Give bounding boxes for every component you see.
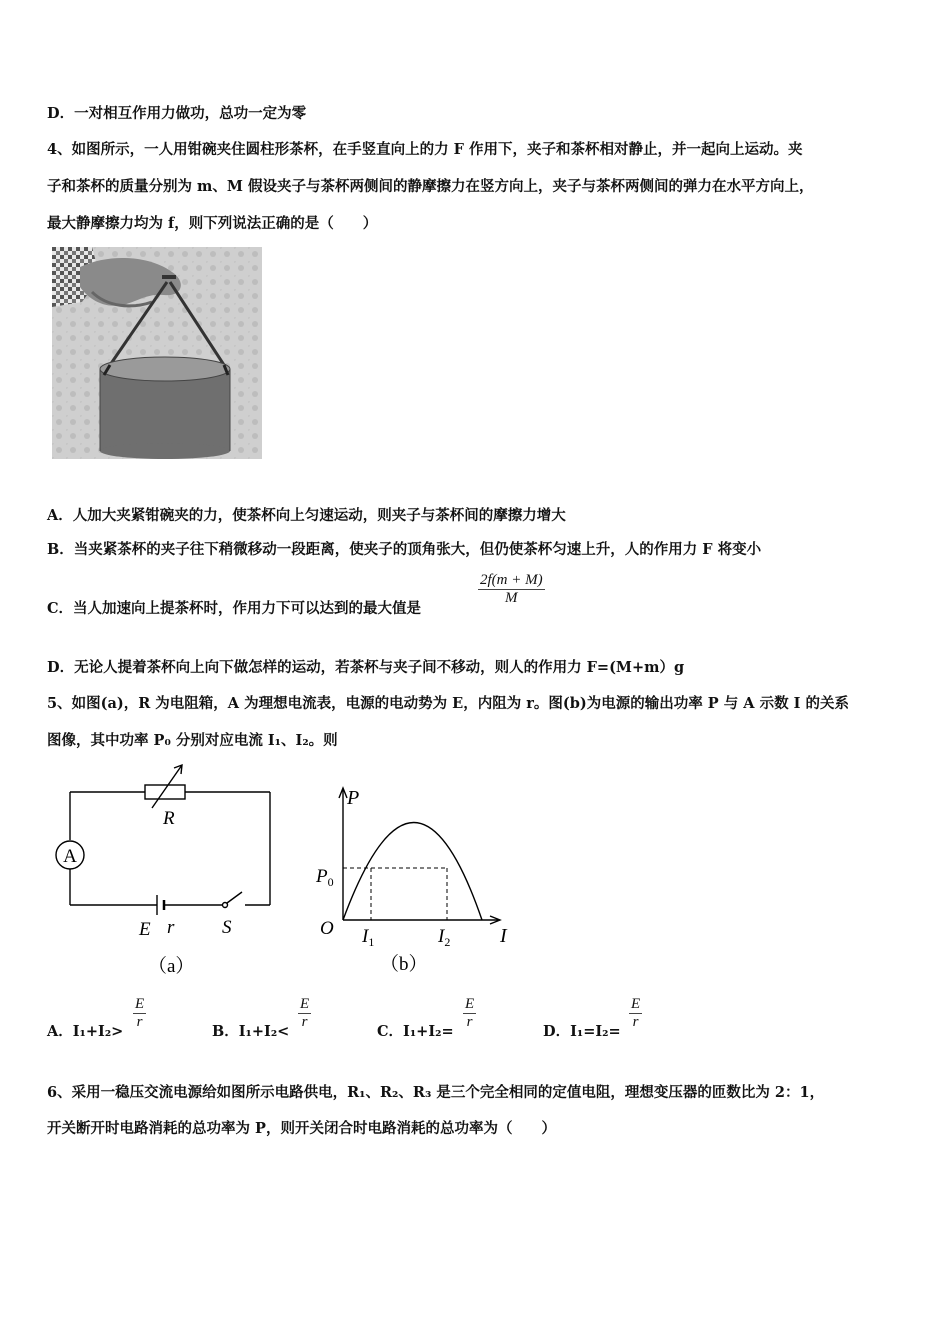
q4-stem-line3: 最大静摩擦力均为 f，则下列说法正确的是（ ） xyxy=(47,215,378,232)
q4-option-d: D．无论人提着茶杯向上向下做怎样的运动，若茶杯与夹子间不移动，则人的作用力 F=(M+m）g xyxy=(47,659,685,676)
axis-i-label: I xyxy=(500,925,507,947)
p0-label: $P_0$ xyxy=(316,866,334,889)
q3-option-d: D．一对相互作用力做功，总功一定为零 xyxy=(47,105,307,122)
q4-option-b: B．当夹紧茶杯的夹子往下稍微移动一段距离，使夹子的顶角张大，但仍使茶杯匀速上升，人的作用力 F 将变小 xyxy=(47,541,762,558)
fraction-denominator: r xyxy=(136,1014,143,1030)
fraction-denominator: M xyxy=(505,590,518,606)
axis-p-label: P xyxy=(347,787,360,809)
q5-option-b: B．I₁+I₂< xyxy=(212,1023,290,1040)
circuit-diagram-a xyxy=(50,760,290,980)
resistor-label: R xyxy=(163,808,175,829)
origin-label: O xyxy=(320,918,334,939)
i1-label: $I_1$ xyxy=(362,926,375,949)
teacup-clamp-photo xyxy=(52,247,262,459)
q5-option-c-fraction xyxy=(463,996,476,1031)
switch-label: S xyxy=(222,917,232,938)
figure-b-caption: （b） xyxy=(380,954,428,975)
fraction-numerator: E xyxy=(300,996,310,1012)
q6-stem-line1: 6、采用一稳压交流电源给如图所示电路供电，R₁、R₂、R₃ 是三个完全相同的定值电阻，理想变压器的匝数比为 2：1， xyxy=(47,1084,825,1101)
fraction-denominator: r xyxy=(466,1014,473,1030)
power-current-graph-b xyxy=(310,780,520,980)
q4-option-c-fraction xyxy=(478,572,545,607)
q5-option-b-fraction xyxy=(298,996,311,1031)
q5-stem-line2: 图像，其中功率 P₀ 分别对应电流 I₁、I₂。则 xyxy=(47,732,338,749)
q5-stem-line1: 5、如图(a)，R 为电阻箱，A 为理想电流表，电源的电动势为 E，内阻为 r。图(b)为电源的输出功率 P 与 A 示数 I 的关系 xyxy=(47,695,849,712)
fraction-denominator: r xyxy=(632,1014,639,1030)
q4-stem-line1: 4、如图所示，一人用钳碗夹住圆柱形茶杯，在手竖直向上的力 F 作用下，夹子和茶杯相对静止，并一起向上运动。夹 xyxy=(47,141,803,158)
fraction-denominator: r xyxy=(301,1014,308,1030)
fraction-numerator: 2f(m + M) xyxy=(480,572,543,588)
ammeter-label: A xyxy=(63,846,77,867)
q5-option-a: A．I₁+I₂> xyxy=(47,1023,124,1040)
q5-option-d: D．I₁=I₂= xyxy=(543,1023,621,1040)
q5-option-a-fraction xyxy=(133,996,146,1031)
fraction-numerator: E xyxy=(135,996,145,1012)
q5-option-c: C．I₁+I₂= xyxy=(377,1023,454,1040)
figure-a-caption: （a） xyxy=(148,956,195,977)
q6-stem-line2: 开关断开时电路消耗的总功率为 P，则开关闭合时电路消耗的总功率为（ ） xyxy=(47,1120,556,1137)
fraction-numerator: E xyxy=(465,996,475,1012)
fraction-numerator: E xyxy=(631,996,641,1012)
q4-option-a: A．人加大夹紧钳碗夹的力，使茶杯向上匀速运动，则夹子与茶杯间的摩擦力增大 xyxy=(47,507,566,524)
q4-stem-line2: 子和茶杯的质量分别为 m、M 假设夹子与茶杯两侧间的静摩擦力在竖方向上，夹子与茶杯两侧间的弹力在水平方向上， xyxy=(47,178,814,195)
q4-option-c: C．当人加速向上提茶杯时，作用力下可以达到的最大值是 xyxy=(47,600,422,617)
emf-label: E xyxy=(139,919,151,940)
q5-option-d-fraction xyxy=(629,996,642,1031)
internal-resistance-label: r xyxy=(167,917,175,938)
i2-label: $I_2$ xyxy=(438,926,451,949)
